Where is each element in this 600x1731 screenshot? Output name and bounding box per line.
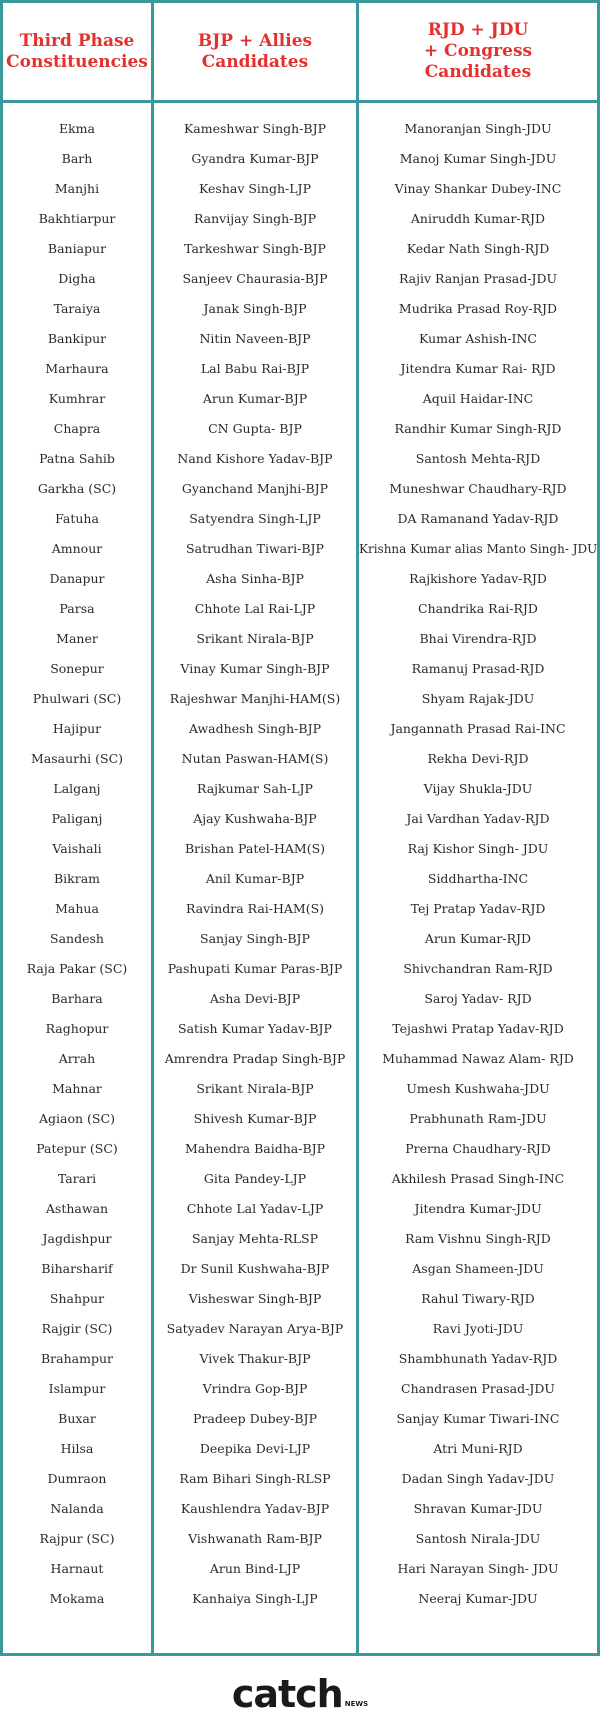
rjd-candidate-cell: Muhammad Nawaz Alam- RJD	[382, 1051, 574, 1066]
bjp-candidate-cell: Keshav Singh-LJP	[199, 181, 311, 196]
constituency-cell: Garkha (SC)	[37, 481, 117, 496]
rjd-candidate-cell: Jitendra Kumar Rai- RJD	[400, 361, 556, 376]
table-row	[3, 1224, 597, 1254]
table-row	[3, 1344, 597, 1374]
constituency-cell: Taraiya	[53, 301, 101, 316]
bjp-candidate-cell: Janak Singh-BJP	[203, 301, 307, 316]
rjd-candidate-cell: Muneshwar Chaudhary-RJD	[389, 481, 567, 496]
table-row	[3, 1074, 597, 1104]
constituency-cell: Manjhi	[54, 181, 100, 196]
constituency-cell: Raja Pakar (SC)	[26, 961, 128, 976]
bjp-candidate-cell: Vishwanath Ram-BJP	[188, 1531, 322, 1546]
rjd-candidate-cell: Raj Kishor Singh- JDU	[407, 841, 549, 856]
constituency-cell: Barh	[61, 151, 93, 166]
rjd-candidate-cell: Saroj Yadav- RJD	[424, 991, 532, 1006]
constituency-cell: Rajgir (SC)	[41, 1321, 113, 1336]
rjd-candidate-cell: Shambhunath Yadav-RJD	[398, 1351, 558, 1366]
table-row	[3, 804, 597, 834]
bjp-candidate-cell: Gita Pandey-LJP	[203, 1171, 307, 1186]
table-row	[3, 204, 597, 234]
rjd-candidate-cell: Jitendra Kumar-JDU	[414, 1201, 542, 1216]
constituency-cell: Danapur	[49, 571, 105, 586]
bjp-candidate-cell: Brishan Patel-HAM(S)	[184, 841, 326, 856]
table-row	[3, 444, 597, 474]
table-row	[3, 1044, 597, 1074]
constituency-cell: Buxar	[58, 1411, 96, 1426]
constituency-cell: Amnour	[51, 541, 103, 556]
bjp-candidate-cell: Chhote Lal Rai-LJP	[194, 601, 316, 616]
rjd-candidate-cell: Jai Vardhan Yadav-RJD	[406, 811, 550, 826]
bjp-candidate-cell: Tarkeshwar Singh-BJP	[184, 241, 326, 256]
table-header	[3, 3, 597, 103]
constituency-cell: Dumraon	[47, 1471, 107, 1486]
table-row	[3, 264, 597, 294]
rjd-candidate-cell: Ram Vishnu Singh-RJD	[405, 1231, 551, 1246]
bjp-candidate-cell: Arun Bind-LJP	[209, 1561, 301, 1576]
constituency-cell: Paliganj	[51, 811, 103, 826]
table-row	[3, 1104, 597, 1134]
rjd-candidate-cell: Sanjay Kumar Tiwari-INC	[396, 1411, 560, 1426]
bjp-candidate-cell: Kameshwar Singh-BJP	[183, 121, 327, 136]
rjd-candidate-cell: Rajiv Ranjan Prasad-JDU	[398, 271, 558, 286]
constituency-cell: Ekma	[58, 121, 95, 136]
bjp-candidate-cell: Amrendra Pradap Singh-BJP	[164, 1051, 346, 1066]
rjd-candidate-cell: Dadan Singh Yadav-JDU	[401, 1471, 555, 1486]
constituency-cell: Mahua	[55, 901, 99, 916]
table-row	[3, 1464, 597, 1494]
bjp-candidate-cell: Satyendra Singh-LJP	[189, 511, 321, 526]
table-row	[3, 594, 597, 624]
rjd-candidate-cell: Aniruddh Kumar-RJD	[410, 211, 546, 226]
table-row	[3, 1524, 597, 1554]
constituency-cell: Tarari	[57, 1171, 97, 1186]
constituency-cell: Patepur (SC)	[36, 1141, 118, 1156]
table-row	[3, 1554, 597, 1584]
constituency-cell: Marhaura	[45, 361, 109, 376]
bjp-candidate-cell: Anil Kumar-BJP	[205, 871, 305, 886]
table-row	[3, 324, 597, 354]
rjd-candidate-cell: Shravan Kumar-JDU	[413, 1501, 543, 1516]
constituency-cell: Hilsa	[60, 1441, 94, 1456]
rjd-candidate-cell: Krishna Kumar alias Manto Singh- JDU	[359, 542, 598, 556]
table-row	[3, 684, 597, 714]
table-row	[3, 1284, 597, 1314]
constituency-cell: Baniapur	[47, 241, 107, 256]
rjd-candidate-cell: Hari Narayan Singh- JDU	[397, 1561, 559, 1576]
bjp-candidate-cell: Srikant Nirala-BJP	[196, 1081, 314, 1096]
table-row	[3, 384, 597, 414]
table-row	[3, 1374, 597, 1404]
constituency-cell: Sonepur	[50, 661, 104, 676]
table-row	[3, 234, 597, 264]
table-row	[3, 294, 597, 324]
rjd-candidate-cell: Shivchandran Ram-RJD	[403, 961, 553, 976]
rjd-candidate-cell: Siddhartha-INC	[427, 871, 529, 886]
bjp-candidate-cell: Deepika Devi-LJP	[199, 1441, 311, 1456]
constituency-cell: Hajipur	[52, 721, 102, 736]
table-row	[3, 1254, 597, 1284]
header-constituencies: Third Phase Constituencies	[6, 30, 148, 72]
rjd-candidate-cell: Ramanuj Prasad-RJD	[411, 661, 545, 676]
bjp-candidate-cell: Sanjay Mehta-RLSP	[191, 1231, 319, 1246]
constituency-cell: Phulwari (SC)	[32, 691, 122, 706]
table-body	[3, 114, 597, 1614]
bjp-candidate-cell: Ranvijay Singh-BJP	[193, 211, 317, 226]
constituency-cell: Nalanda	[50, 1501, 104, 1516]
rjd-candidate-cell: Bhai Virendra-RJD	[419, 631, 537, 646]
rjd-candidate-cell: Arun Kumar-RJD	[424, 931, 532, 946]
bjp-candidate-cell: Vinay Kumar Singh-BJP	[180, 661, 330, 676]
table-row	[3, 1194, 597, 1224]
bjp-candidate-cell: Shivesh Kumar-BJP	[193, 1111, 317, 1126]
table-row	[3, 1494, 597, 1524]
bjp-candidate-cell: Nutan Paswan-HAM(S)	[181, 751, 329, 766]
bjp-candidate-cell: Mahendra Baidha-BJP	[184, 1141, 326, 1156]
constituency-cell: Asthawan	[45, 1201, 109, 1216]
bjp-candidate-cell: Lal Babu Rai-BJP	[200, 361, 310, 376]
bjp-candidate-cell: Sanjeev Chaurasia-BJP	[182, 271, 328, 286]
table-row	[3, 654, 597, 684]
rjd-candidate-cell: Santosh Mehta-RJD	[415, 451, 541, 466]
rjd-candidate-cell: Prerna Chaudhary-RJD	[405, 1141, 551, 1156]
bjp-candidate-cell: Asha Sinha-BJP	[206, 571, 304, 586]
rjd-candidate-cell: Rajkishore Yadav-RJD	[409, 571, 547, 586]
table-row	[3, 474, 597, 504]
constituency-cell: Fatuha	[55, 511, 99, 526]
constituency-cell: Mahnar	[52, 1081, 102, 1096]
constituency-cell: Biharsharif	[41, 1261, 113, 1276]
table-row	[3, 1014, 597, 1044]
bjp-candidate-cell: Nand Kishore Yadav-BJP	[177, 451, 333, 466]
bjp-candidate-cell: Ram Bihari Singh-RLSP	[179, 1471, 331, 1486]
rjd-candidate-cell: Ravi Jyoti-JDU	[432, 1321, 524, 1336]
constituency-cell: Patna Sahib	[39, 451, 115, 466]
bjp-candidate-cell: Srikant Nirala-BJP	[196, 631, 314, 646]
constituency-cell: Bankipur	[47, 331, 107, 346]
table-row	[3, 1164, 597, 1194]
bjp-candidate-cell: Kanhaiya Singh-LJP	[192, 1591, 318, 1606]
table-row	[3, 174, 597, 204]
table-row	[3, 1584, 597, 1614]
bjp-candidate-cell: Kaushlendra Yadav-BJP	[180, 1501, 330, 1516]
bjp-candidate-cell: Awadhesh Singh-BJP	[188, 721, 321, 736]
rjd-candidate-cell: Tej Pratap Yadav-RJD	[410, 901, 546, 916]
bjp-candidate-cell: Pashupati Kumar Paras-BJP	[167, 961, 343, 976]
constituency-cell: Mokama	[49, 1591, 105, 1606]
constituency-cell: Maner	[56, 631, 98, 646]
bjp-candidate-cell: CN Gupta- BJP	[208, 421, 302, 436]
table-row	[3, 1134, 597, 1164]
rjd-candidate-cell: Prabhunath Ram-JDU	[409, 1111, 547, 1126]
constituency-cell: Islampur	[48, 1381, 106, 1396]
header-rjd-jdu-congress: RJD + JDU + Congress Candidates	[423, 20, 533, 82]
table-row	[3, 1314, 597, 1344]
constituency-cell: Raghopur	[45, 1021, 109, 1036]
table-row	[3, 924, 597, 954]
bjp-candidate-cell: Ravindra Rai-HAM(S)	[185, 901, 325, 916]
bjp-candidate-cell: Satyadev Narayan Arya-BJP	[166, 1321, 344, 1336]
rjd-candidate-cell: Manoj Kumar Singh-JDU	[399, 151, 557, 166]
table-row	[3, 114, 597, 144]
rjd-candidate-cell: Aquil Haidar-INC	[422, 391, 534, 406]
bjp-candidate-cell: Sanjay Singh-BJP	[200, 931, 310, 946]
table-row	[3, 984, 597, 1014]
constituency-cell: Barhara	[51, 991, 103, 1006]
rjd-candidate-cell: Mudrika Prasad Roy-RJD	[398, 301, 558, 316]
constituency-cell: Lalganj	[53, 781, 101, 796]
table-row	[3, 864, 597, 894]
rjd-candidate-cell: Umesh Kushwaha-JDU	[406, 1081, 550, 1096]
logo-word: catch	[231, 1672, 343, 1716]
header-bjp-allies: BJP + Allies Candidates	[197, 30, 313, 72]
bjp-candidate-cell: Arun Kumar-BJP	[202, 391, 308, 406]
bjp-candidate-cell: Ajay Kushwaha-BJP	[193, 811, 317, 826]
table-row	[3, 744, 597, 774]
bjp-candidate-cell: Rajeshwar Manjhi-HAM(S)	[169, 691, 341, 706]
catch-news-logo	[0, 1672, 600, 1722]
table-row	[3, 714, 597, 744]
logo-sub: NEWS	[344, 1700, 369, 1708]
table-row	[3, 504, 597, 534]
table-row	[3, 564, 597, 594]
constituency-cell: Bikram	[53, 871, 101, 886]
rjd-candidate-cell: DA Ramanand Yadav-RJD	[397, 511, 559, 526]
table-row	[3, 144, 597, 174]
bjp-candidate-cell: Dr Sunil Kushwaha-BJP	[180, 1261, 330, 1276]
rjd-candidate-cell: Chandrasen Prasad-JDU	[401, 1381, 555, 1396]
bjp-candidate-cell: Visheswar Singh-BJP	[188, 1291, 322, 1306]
table-row	[3, 894, 597, 924]
bjp-candidate-cell: Gyanchand Manjhi-BJP	[181, 481, 329, 496]
rjd-candidate-cell: Santosh Nirala-JDU	[415, 1531, 541, 1546]
rjd-candidate-cell: Jangannath Prasad Rai-INC	[390, 721, 566, 736]
table-row	[3, 834, 597, 864]
rjd-candidate-cell: Rekha Devi-RJD	[427, 751, 529, 766]
rjd-candidate-cell: Tejashwi Pratap Yadav-RJD	[392, 1021, 564, 1036]
constituency-cell: Kumhrar	[48, 391, 106, 406]
constituency-cell: Arrah	[58, 1051, 96, 1066]
constituency-cell: Digha	[58, 271, 96, 286]
table-row	[3, 354, 597, 384]
table-row	[3, 1404, 597, 1434]
rjd-candidate-cell: Chandrika Rai-RJD	[418, 601, 538, 616]
constituency-cell: Masaurhi (SC)	[30, 751, 124, 766]
constituency-cell: Sandesh	[50, 931, 104, 946]
constituency-cell: Brahampur	[41, 1351, 113, 1366]
table-row	[3, 1434, 597, 1464]
rjd-candidate-cell: Vijay Shukla-JDU	[423, 781, 533, 796]
rjd-candidate-cell: Manoranjan Singh-JDU	[404, 121, 552, 136]
bjp-candidate-cell: Nitin Naveen-BJP	[199, 331, 311, 346]
constituency-cell: Vaishali	[52, 841, 102, 856]
table-row	[3, 534, 597, 564]
table-row	[3, 414, 597, 444]
constituency-cell: Jagdishpur	[42, 1231, 112, 1246]
bjp-candidate-cell: Asha Devi-BJP	[209, 991, 301, 1006]
bjp-candidate-cell: Vivek Thakur-BJP	[199, 1351, 311, 1366]
rjd-candidate-cell: Neeraj Kumar-JDU	[418, 1591, 538, 1606]
rjd-candidate-cell: Kumar Ashish-INC	[419, 331, 537, 346]
table-row	[3, 954, 597, 984]
rjd-candidate-cell: Randhir Kumar Singh-RJD	[394, 421, 562, 436]
rjd-candidate-cell: Kedar Nath Singh-RJD	[406, 241, 550, 256]
constituency-cell: Harnaut	[50, 1561, 104, 1576]
bjp-candidate-cell: Rajkumar Sah-LJP	[197, 781, 313, 796]
rjd-candidate-cell: Vinay Shankar Dubey-INC	[394, 181, 562, 196]
constituency-cell: Rajpur (SC)	[39, 1531, 115, 1546]
bjp-candidate-cell: Chhote Lal Yadav-LJP	[186, 1201, 324, 1216]
constituency-cell: Parsa	[59, 601, 95, 616]
table-row	[3, 774, 597, 804]
constituency-cell: Shahpur	[49, 1291, 105, 1306]
bjp-candidate-cell: Satrudhan Tiwari-BJP	[186, 541, 324, 556]
constituency-cell: Bakhtiarpur	[38, 211, 116, 226]
rjd-candidate-cell: Asgan Shameen-JDU	[412, 1261, 544, 1276]
bjp-candidate-cell: Gyandra Kumar-BJP	[191, 151, 319, 166]
table-row	[3, 624, 597, 654]
constituency-cell: Chapra	[53, 421, 101, 436]
bjp-candidate-cell: Satish Kumar Yadav-BJP	[178, 1021, 332, 1036]
constituency-cell: Agiaon (SC)	[39, 1111, 115, 1126]
bjp-candidate-cell: Vrindra Gop-BJP	[202, 1381, 308, 1396]
rjd-candidate-cell: Akhilesh Prasad Singh-INC	[391, 1171, 565, 1186]
rjd-candidate-cell: Shyam Rajak-JDU	[421, 691, 535, 706]
bjp-candidate-cell: Pradeep Dubey-BJP	[193, 1411, 317, 1426]
rjd-candidate-cell: Atri Muni-RJD	[433, 1441, 523, 1456]
rjd-candidate-cell: Rahul Tiwary-RJD	[421, 1291, 535, 1306]
